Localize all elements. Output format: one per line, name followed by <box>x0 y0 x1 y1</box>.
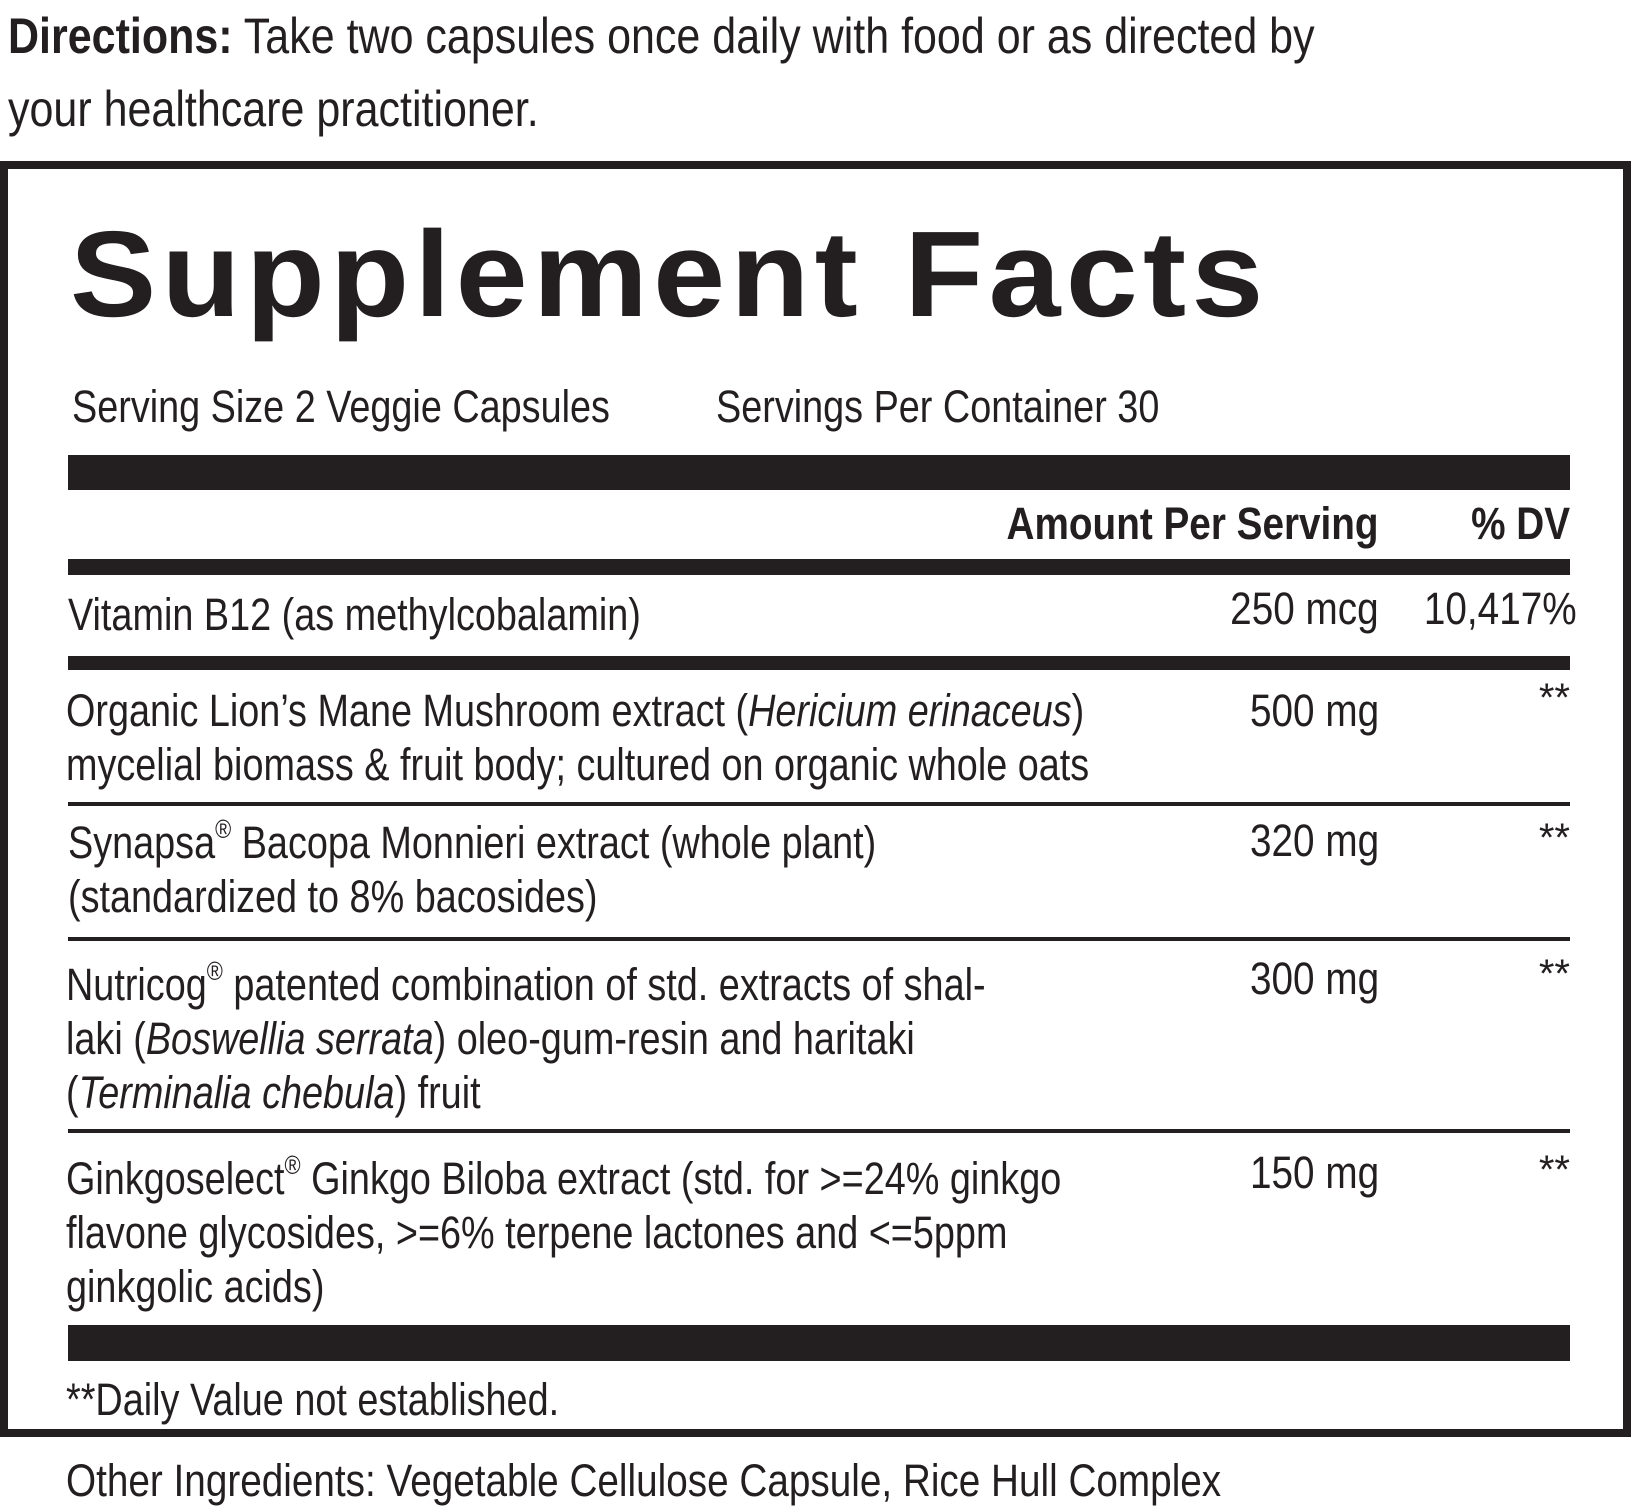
ingredient-dv: 10,417% <box>1424 583 1577 634</box>
ingredient-name: Nutricog® patented combination of std. extracts of shal- laki (Boswellia serrata) oleo-gum-resin and haritaki (Terminalia chebula) fruit <box>66 956 986 1118</box>
directions-line1: Take two capsules once daily with food or as directed by <box>243 8 1315 64</box>
ingredient-amount: 250 mcg <box>1230 583 1379 634</box>
ingredient-name: Organic Lion’s Mane Mushroom extract (Hericium erinaceus) mycelial biomass & fruit body; cultured on organic whole oats <box>66 685 1090 790</box>
ingredient-dv: ** <box>1538 952 1570 996</box>
medium-divider <box>68 656 1570 670</box>
serving-size: Serving Size 2 Veggie Capsules <box>72 381 610 432</box>
ingredient-name: Vitamin B12 (as methylcobalamin) <box>68 589 641 640</box>
directions-text <box>8 0 1527 146</box>
ingredient-dv: ** <box>1538 676 1570 720</box>
thin-divider <box>68 802 1570 806</box>
ingredient-amount: 500 mg <box>1249 685 1379 736</box>
ingredient-dv: ** <box>1538 816 1570 860</box>
panel-title: Supplement Facts <box>70 206 1269 342</box>
thick-divider <box>68 1325 1570 1361</box>
directions-line2: your healthcare practitioner. <box>8 81 539 137</box>
other-ingredients: Other Ingredients: Vegetable Cellulose Capsule, Rice Hull Complex <box>66 1455 1222 1506</box>
ingredient-name: Synapsa® Bacopa Monnieri extract (whole plant) (standardized to 8% bacosides) <box>68 814 877 922</box>
ingredient-amount: 150 mg <box>1249 1147 1379 1198</box>
medium-divider <box>68 559 1570 575</box>
thin-divider <box>68 937 1570 941</box>
directions-label: Directions: <box>8 8 233 64</box>
footnote: **Daily Value not established. <box>66 1374 560 1425</box>
thick-divider <box>68 455 1570 490</box>
ingredient-dv: ** <box>1538 1148 1570 1192</box>
ingredient-name: Ginkgoselect® Ginkgo Biloba extract (std. for >=24% ginkgo flavone glycosides, >=6% terpene lactones and <=5ppm ginkgolic acids) <box>66 1150 1062 1312</box>
dv-header: % DV <box>1471 498 1570 549</box>
thin-divider <box>68 1129 1570 1133</box>
ingredient-amount: 320 mg <box>1249 815 1379 866</box>
servings-per-container: Servings Per Container 30 <box>716 381 1160 432</box>
ingredient-amount: 300 mg <box>1249 953 1379 1004</box>
amount-per-serving-header: Amount Per Serving <box>1006 498 1379 549</box>
